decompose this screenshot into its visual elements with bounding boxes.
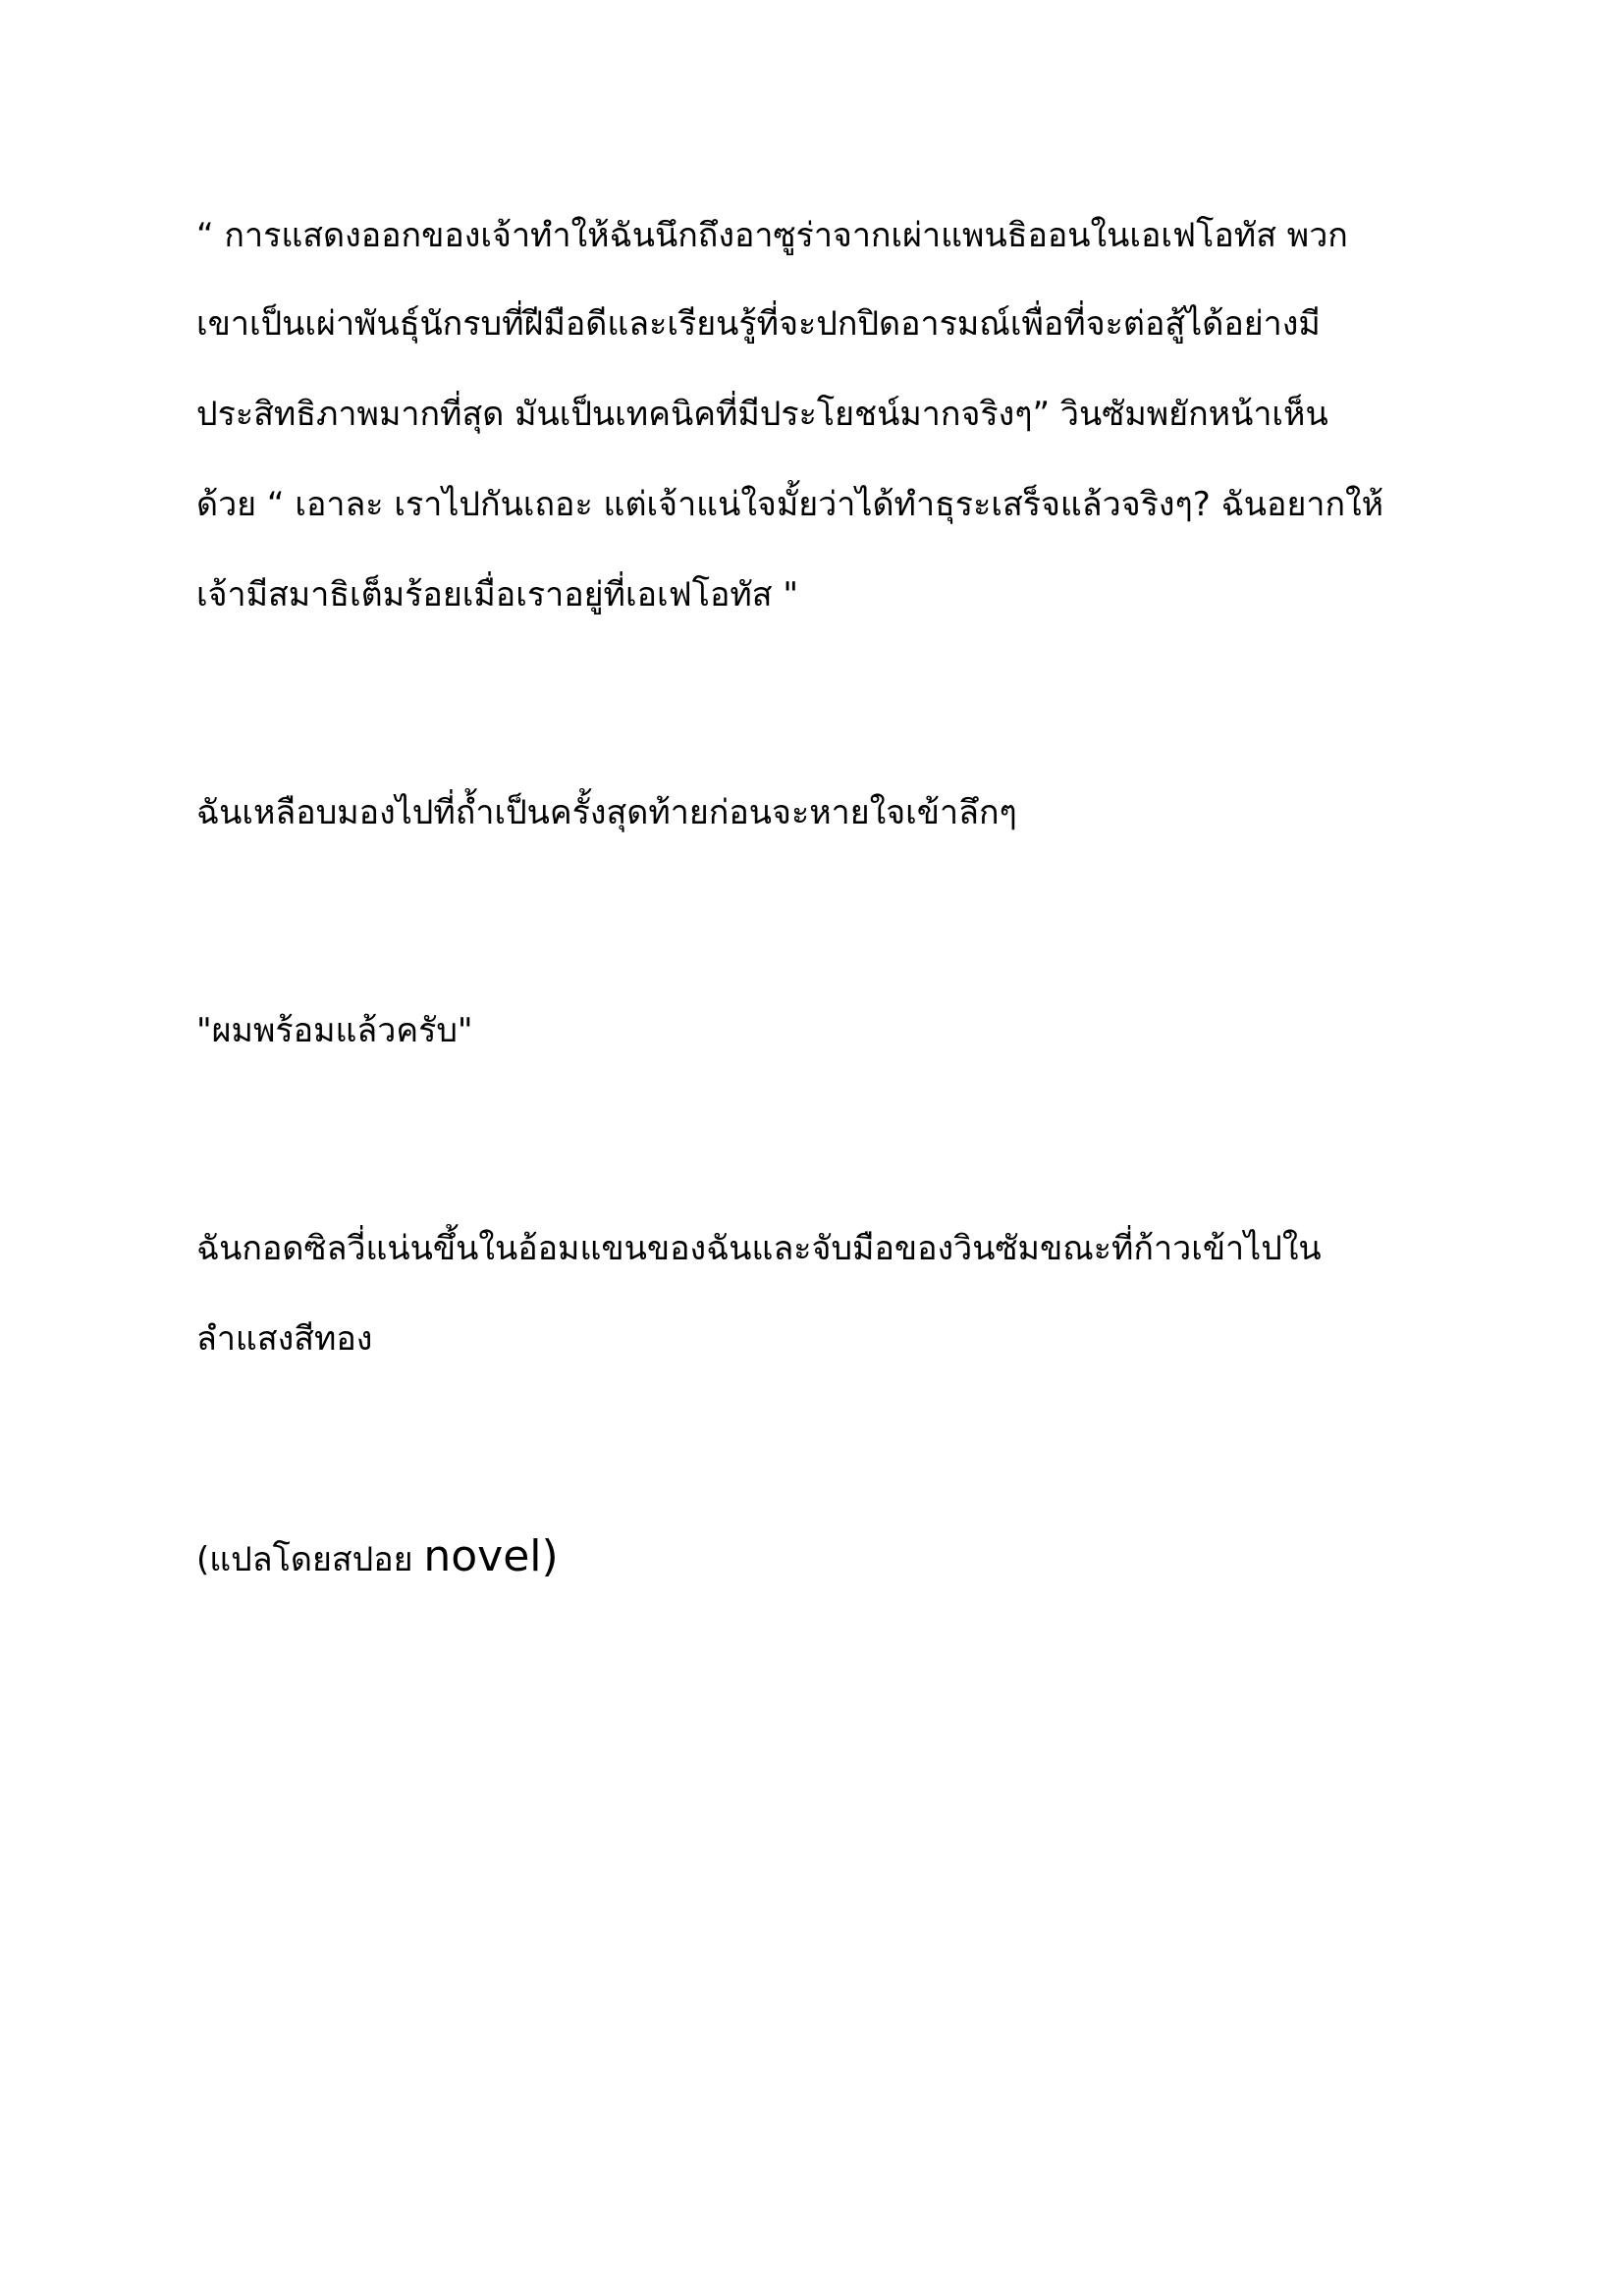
translator-credit-prefix: (แปลโดยสปอย xyxy=(196,1540,424,1579)
paragraph-3: "ผมพร้อมแล้วครับ" xyxy=(196,1011,473,1050)
paragraph-1-line-1: “ การแสดงออกของเจ้าทำให้ฉันนึกถึงอาซูร่าจากเผ่าแพนธิออนในเอเฟโอทัส พวก xyxy=(196,216,1348,255)
paragraph-2: ฉันเหลือบมองไปที่ถ้ำเป็นครั้งสุดท้ายก่อนจะหายใจเข้าลึกๆ xyxy=(196,793,1017,832)
paragraph-1-line-2: เขาเป็นเผ่าพันธุ์นักรบที่ฝีมือดีและเรียนรู้ที่จะปกปิดอารมณ์เพื่อที่จะต่อสู้ได้อย่างมี xyxy=(196,304,1321,344)
translator-credit xyxy=(196,1527,559,1589)
paragraph-1-line-4: ด้วย “ เอาละ เราไปกันเถอะ แต่เจ้าแน่ใจมั้ยว่าได้ทำธุระเสร็จแล้วจริงๆ? ฉันอยากให้ xyxy=(196,485,1384,524)
paragraph-4-line-1: ฉันกอดซิลวี่แน่นขึ้นในอ้อมแขนของฉันและจับมือของวินซัมขณะที่ก้าวเข้าไปใน xyxy=(196,1229,1322,1268)
paragraph-1-line-5: เจ้ามีสมาธิเต็มร้อยเมื่อเราอยู่ที่เอเฟโอทัส " xyxy=(196,575,798,614)
paragraph-4-line-2: ลำแสงสีทอง xyxy=(196,1319,373,1359)
translator-credit-novel: novel) xyxy=(423,1531,559,1581)
paragraph-1-line-3: ประสิทธิภาพมากที่สุด มันเป็นเทคนิคที่มีประโยชน์มากจริงๆ” วินซัมพยักหน้าเห็น xyxy=(196,395,1328,434)
